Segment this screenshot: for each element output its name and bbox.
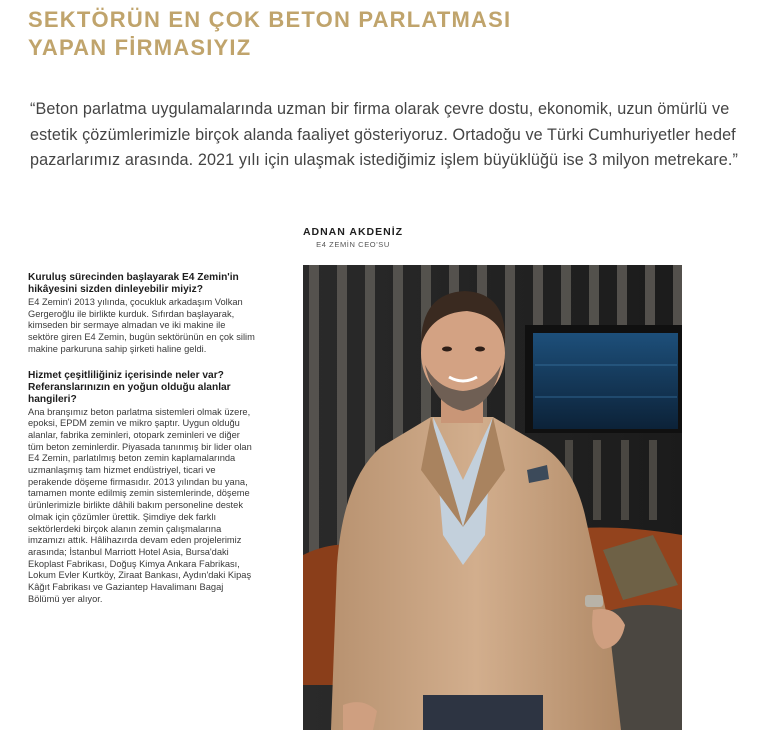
headline-line-2: YAPAN FİRMASIYIZ: [28, 35, 252, 60]
interview-answer-2: Ana branşımız beton parlatma sistemleri olmak üzere, epoksi, EPDM zemin ve mikro şaptır. Uygun olduğu alanlar, fabrika zeminleri, otopark zeminleri ve diğer tüm beton zeminlerdir. Piyasada tanınmış bir lider olan E4 Zemin, parlatılmış beton zemin kaplamalarında uzmanlaşmış tam hizmet endüstriyel, ticari ve perakende döşeme firmasıdır. 2013 yılından bu yana, tamamen monte edilmiş zemin sistemlerinde, döşeme ürünlerimizle birlikte dâhili bakım personeline destek olmak için çözümler ürettik. Şimdiye dek farklı sektörlerdeki birçok alanın zemin çalışmalarına imzamızı attık. Hâlihazırda devam eden projelerimiz arasında; İstanbul Marriott Hotel Asia, Bursa'daki Ekoplast Fabrikası, Doğuş Kimya Ankara Fabrikası, Lokum Evler Kurtköy, Ziraat Bankası, Aydın'daki Kipaş Kâğıt Fabrikası ve Gaziantep Havalimanı Bagaj Bölümü yer alıyor.: [28, 406, 252, 604]
byline: [255, 226, 451, 249]
pull-quote: “Beton parlatma uygulamalarında uzman bir firma olarak çevre dostu, ekonomik, uzun ömürlü ve estetik çözümlerimizle birçok alanda faaliyet gösteriyoruz. Ortadoğu ve Türki Cumhuriyetler hedef pazarlarımız arasında. 2021 yılı için ulaşmak istediğimiz işlem büyüklüğü ise 3 milyon metrekare.”: [30, 100, 738, 169]
headline-line-1: SEKTÖRÜN EN ÇOK BETON PARLATMASI: [28, 7, 512, 32]
byline-name: ADNAN AKDENİZ: [302, 226, 404, 238]
byline-role: E4 ZEMİN CEO'SU: [316, 240, 390, 249]
headline: [28, 6, 628, 62]
interview-question-1: Kuruluş sürecinden başlayarak E4 Zemin'in hikâyesini sizden dinleyebilir miyiz?: [28, 272, 239, 295]
portrait-illustration: [303, 265, 682, 730]
portrait-photo: [303, 265, 682, 730]
interview-answer-1: E4 Zemin'i 2013 yılında, çocukluk arkadaşım Volkan Gergeroğlu ile birlikte kurduk. Sıfırdan başlayarak, kimseden bir sermaye almadan ve iki makine ile sektöre giren E4 Zemin, bugün sektörünün en çok silim makine parkuruna sahip şirketi haline geldi.: [28, 297, 255, 354]
interview-column: [28, 272, 256, 619]
interview-question-2: Hizmet çeşitliliğiniz içerisinde neler var? Referanslarınızın en yoğun olduğu alanlar hangileri?: [28, 369, 231, 405]
